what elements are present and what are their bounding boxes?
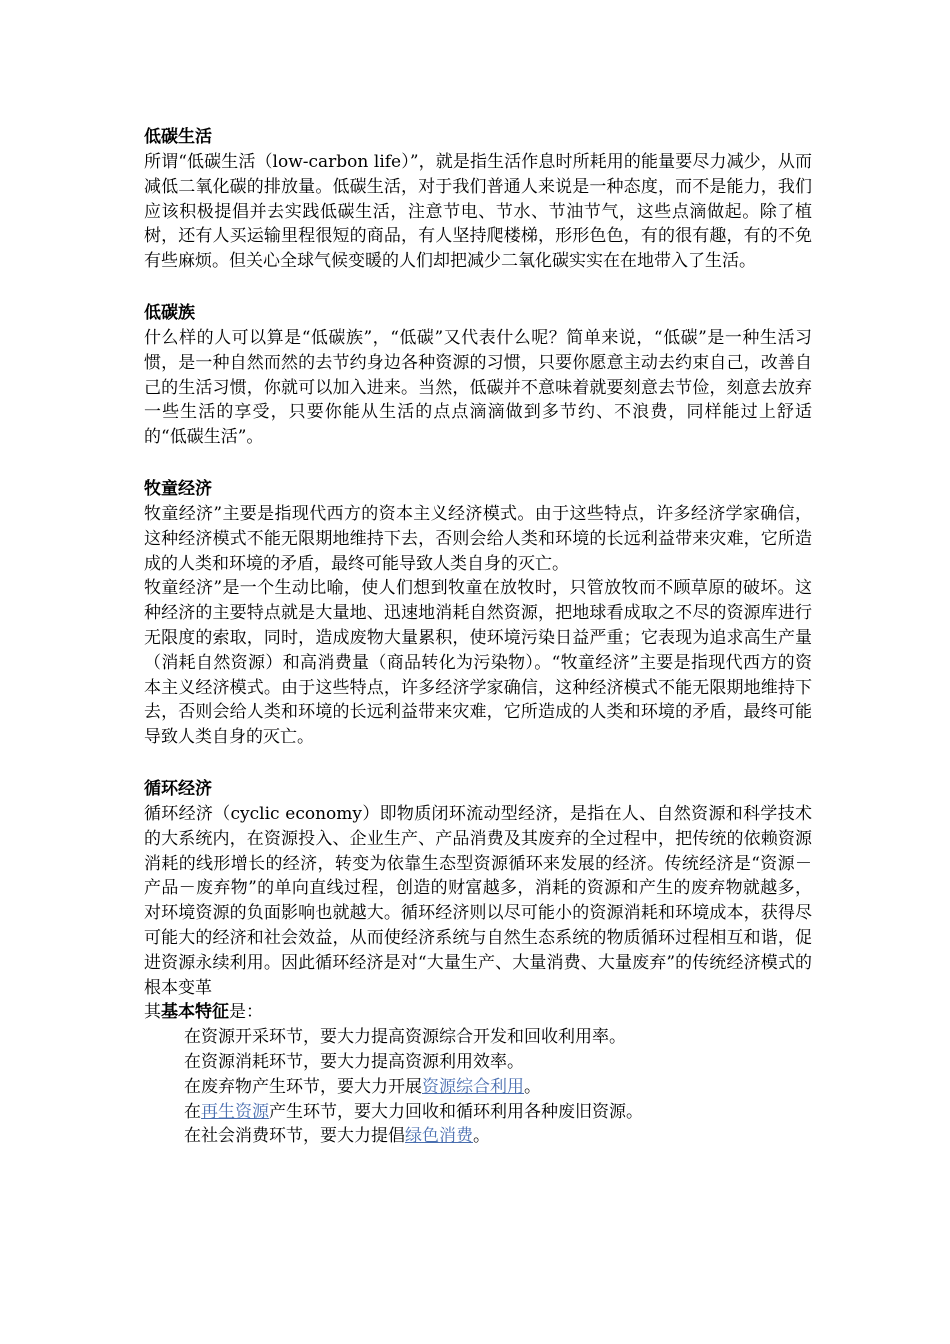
- features-intro: [144, 1000, 812, 1025]
- section-paragraph: 牧童经济”主要是指现代西方的资本主义经济模式。由于这些特点，许多经济学家确信，这种经济模式不能无限期地维持下去，否则会给人类和环境的长远利益带来灾难，它所造成的人类和环境的矛盾，最终可能导致人类自身的灭亡。: [144, 503, 812, 574]
- features-suffix: 是：: [229, 1002, 263, 1023]
- section-heading: 牧童经济: [144, 478, 212, 498]
- item-text: 。: [473, 1126, 490, 1147]
- features-bold-label: 基本特征: [161, 1002, 229, 1022]
- section-heading: 低碳生活: [144, 127, 212, 146]
- section-paragraph: 循环经济（cyclic economy）即物质闭环流动型经济，是指在人、自然资源和科学技术的大系统内，在资源投入、企业生产、产品消费及其废弃的全过程中，把传统的依赖资源消耗的线形增长的经济，转变为依靠生态型资源循环来发展的经济。传统经济是“资源－产品－废弃物”的单向直线过程，创造的财富越多，消耗的资源和产生的废弃物就越多，对环境资源的负面影响也就越大。循环经济则以尽可能小的资源消耗和环境成本，获得尽可能大的经济和社会效益，从而使经济系统与自然生态系统的物质循环过程相互和谐，促进资源永续利用。因此循环经济是对“大量生产、大量消费、大量废弃”的传统经济模式的根本变革: [144, 803, 812, 998]
- section-paragraph: 所谓“低碳生活（low-carbon life）”，就是指生活作息时所耗用的能量要尽力减少，从而减低二氧化碳的排放量。低碳生活，对于我们普通人来说是一种态度，而不是能力，我们应该积极提倡并去实践低碳生活，注意节电、节水、节油节气，这些点滴做起。除了植树，还有人买运输里程很短的商品，有人坚持爬楼梯，形形色色，有的很有趣，有的不免有些麻烦。但关心全球气候变暖的人们却把减少二氧化碳实实在在地带入了生活。: [144, 152, 812, 272]
- section-heading: 低碳族: [144, 302, 195, 322]
- section-cowboy-economy: [144, 476, 812, 750]
- item-text: 在废弃物产生环节，要大力开展: [184, 1076, 422, 1097]
- item-text: 在: [184, 1101, 201, 1122]
- item-text: 在社会消费环节，要大力提倡: [184, 1126, 405, 1147]
- section-circular-economy: [144, 776, 812, 1149]
- item-text: 。: [524, 1076, 541, 1097]
- link-renewable-resources[interactable]: 再生资源: [201, 1101, 269, 1122]
- feature-item: [144, 1124, 812, 1149]
- item-text: 在资源开采环节，要大力提高资源综合开发和回收利用率。: [184, 1027, 626, 1048]
- item-text: 产生环节，要大力回收和循环利用各种废旧资源。: [269, 1101, 643, 1122]
- features-prefix: 其: [144, 1002, 161, 1023]
- section-low-carbon-life: [144, 124, 812, 274]
- section-paragraph: 牧童经济”是一个生动比喻，使人们想到牧童在放牧时，只管放牧而不顾草原的破坏。这种经济的主要特点就是大量地、迅速地消耗自然资源，把地球看成取之不尽的资源库进行无限度的索取，同时，造成废物大量累积，使环境污染日益严重；它表现为追求高生产量（消耗自然资源）和高消费量（商品转化为污染物）。“牧童经济”主要是指现代西方的资本主义经济模式。由于这些特点，许多经济学家确信，这种经济模式不能无限期地维持下去，否则会给人类和环境的长远利益带来灾难，它所造成的人类和环境的矛盾，最终可能导致人类自身的灭亡。: [144, 578, 812, 748]
- feature-item: [144, 1025, 812, 1050]
- section-heading: 循环经济: [144, 778, 212, 798]
- feature-item: [144, 1050, 812, 1075]
- link-green-consumption[interactable]: 绿色消费: [405, 1126, 473, 1147]
- link-resource-comprehensive-utilization[interactable]: 资源综合利用: [422, 1076, 524, 1097]
- feature-item: [144, 1075, 812, 1100]
- section-paragraph: 什么样的人可以算是“低碳族”，“低碳”又代表什么呢？简单来说，“低碳”是一种生活习惯，是一种自然而然的去节约身边各种资源的习惯，只要你愿意主动去约束自己，改善自己的生活习惯，你就可以加入进来。当然，低碳并不意味着就要刻意去节俭，刻意去放弃一些生活的享受，只要你能从生活的点点滴滴做到多节约、不浪费，同样能过上舒适的“低碳生活”。: [144, 327, 812, 448]
- section-low-carbon-group: [144, 300, 812, 450]
- item-text: 在资源消耗环节，要大力提高资源利用效率。: [184, 1051, 524, 1072]
- feature-item: [144, 1100, 812, 1125]
